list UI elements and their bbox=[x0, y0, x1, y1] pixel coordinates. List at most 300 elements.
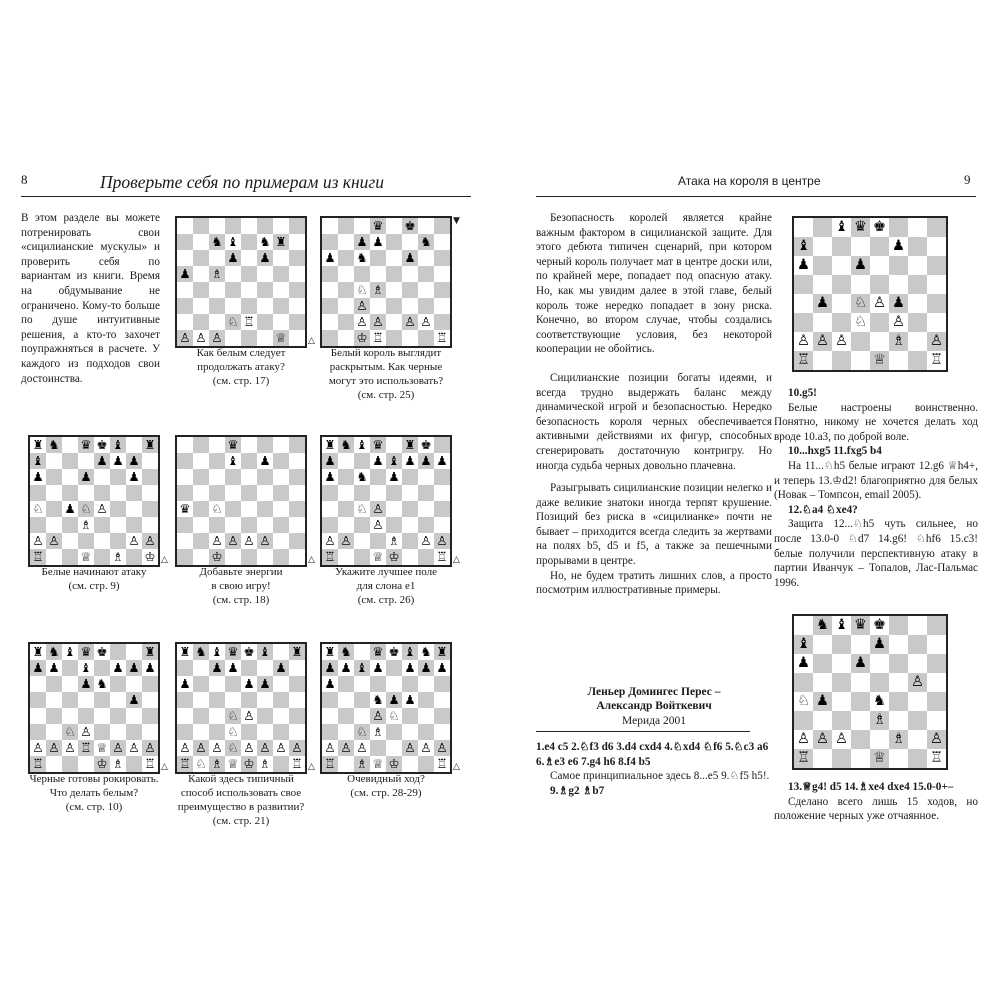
board-square bbox=[870, 237, 889, 256]
chess-piece: ♟ bbox=[418, 660, 434, 676]
chess-piece: ♙ bbox=[794, 730, 813, 749]
chess-piece: ♘ bbox=[225, 708, 241, 724]
chess-piece: ♙ bbox=[908, 673, 927, 692]
caption-line: преимущество в развитии? bbox=[177, 801, 305, 813]
board-square bbox=[78, 692, 94, 708]
chess-piece: ♞ bbox=[193, 644, 209, 660]
diagram-caption bbox=[316, 565, 456, 607]
board-square bbox=[177, 708, 193, 724]
board-square bbox=[177, 724, 193, 740]
board-square bbox=[908, 616, 927, 635]
chess-piece: ♙ bbox=[142, 740, 158, 756]
board-square bbox=[322, 282, 338, 298]
board-square bbox=[338, 676, 354, 692]
board-square bbox=[813, 256, 832, 275]
chess-piece: ♟ bbox=[62, 501, 78, 517]
board-square bbox=[62, 517, 78, 533]
board-square bbox=[322, 266, 338, 282]
board-square bbox=[889, 351, 908, 370]
chess-diagram bbox=[792, 216, 948, 372]
chess-piece: ♙ bbox=[370, 708, 386, 724]
board-square bbox=[257, 330, 273, 346]
board-square bbox=[241, 469, 257, 485]
board-square bbox=[225, 676, 241, 692]
chess-diagram bbox=[175, 216, 307, 348]
board-square bbox=[434, 282, 450, 298]
board-square bbox=[126, 517, 142, 533]
chess-piece: ♙ bbox=[94, 501, 110, 517]
board-square bbox=[434, 437, 450, 453]
board-square bbox=[241, 266, 257, 282]
board-square bbox=[870, 332, 889, 351]
chess-piece: ♟ bbox=[870, 635, 889, 654]
board-square bbox=[402, 501, 418, 517]
board-square bbox=[402, 708, 418, 724]
board-square bbox=[78, 756, 94, 772]
board-square bbox=[813, 673, 832, 692]
board-square bbox=[889, 654, 908, 673]
diagram-caption bbox=[316, 346, 456, 402]
chess-piece: ♙ bbox=[177, 330, 193, 346]
white-to-move-icon: △ bbox=[161, 762, 168, 772]
board-square bbox=[338, 708, 354, 724]
chess-piece: ♞ bbox=[46, 644, 62, 660]
chess-diagram bbox=[320, 642, 452, 774]
left-intro-text: В этом разделе вы можете потренировать свои «сицилианские мускулы» и проверить себя по вариантам из книги. Время на обдумывание не ограничено. Кому-то больше по душе интуитивные решения, а кто-то захочет поупражняться в расчете. У каждого из подходов свои достоинства. bbox=[21, 212, 160, 385]
caption-line: (см. стр. 21) bbox=[212, 815, 270, 827]
board-square bbox=[289, 485, 305, 501]
board-square bbox=[193, 708, 209, 724]
board-square bbox=[434, 266, 450, 282]
board-square bbox=[289, 533, 305, 549]
chess-piece: ♙ bbox=[370, 314, 386, 330]
board-square bbox=[870, 654, 889, 673]
board-square bbox=[813, 351, 832, 370]
board-square bbox=[354, 517, 370, 533]
diagram-caption bbox=[171, 772, 311, 828]
board-square bbox=[273, 756, 289, 772]
board-square bbox=[338, 453, 354, 469]
chess-piece: ♝ bbox=[30, 453, 46, 469]
chess-piece: ♖ bbox=[177, 756, 193, 772]
board-square bbox=[402, 533, 418, 549]
chess-piece: ♜ bbox=[30, 437, 46, 453]
board-square bbox=[177, 234, 193, 250]
chess-piece: ♟ bbox=[370, 234, 386, 250]
chess-piece: ♙ bbox=[30, 533, 46, 549]
board-square bbox=[177, 469, 193, 485]
chess-diagram bbox=[175, 435, 307, 567]
board-square bbox=[193, 692, 209, 708]
chess-piece: ♗ bbox=[78, 517, 94, 533]
chess-piece: ♜ bbox=[434, 644, 450, 660]
board-square bbox=[193, 533, 209, 549]
board-square bbox=[241, 549, 257, 565]
chess-piece: ♚ bbox=[94, 644, 110, 660]
board-square bbox=[322, 517, 338, 533]
board-square bbox=[193, 453, 209, 469]
board-square bbox=[62, 469, 78, 485]
chess-piece: ♕ bbox=[273, 330, 289, 346]
white-to-move-icon: △ bbox=[308, 555, 315, 565]
board-square bbox=[354, 533, 370, 549]
chess-piece: ♔ bbox=[142, 549, 158, 565]
board-square bbox=[193, 549, 209, 565]
board-square bbox=[46, 485, 62, 501]
board-square bbox=[832, 237, 851, 256]
chess-piece: ♟ bbox=[225, 250, 241, 266]
board-square bbox=[338, 250, 354, 266]
board-square bbox=[434, 708, 450, 724]
chess-piece: ♙ bbox=[209, 330, 225, 346]
board-square bbox=[386, 437, 402, 453]
board-square bbox=[289, 724, 305, 740]
caption-line: (см. стр. 25) bbox=[357, 389, 415, 401]
board-square bbox=[225, 692, 241, 708]
board-square bbox=[851, 275, 870, 294]
board-square bbox=[434, 469, 450, 485]
board-square bbox=[126, 437, 142, 453]
board-square bbox=[322, 314, 338, 330]
move-line: 13.♕g4! d5 14.♗xe4 dxe4 15.0-0+– bbox=[788, 781, 954, 793]
board-square bbox=[434, 250, 450, 266]
chess-piece: ♙ bbox=[209, 533, 225, 549]
board-square bbox=[289, 314, 305, 330]
chess-piece: ♖ bbox=[434, 756, 450, 772]
chess-piece: ♙ bbox=[225, 533, 241, 549]
chess-piece: ♟ bbox=[418, 453, 434, 469]
chess-piece: ♚ bbox=[94, 437, 110, 453]
board-square bbox=[30, 676, 46, 692]
board-square bbox=[94, 660, 110, 676]
chess-piece: ♔ bbox=[386, 756, 402, 772]
board-square bbox=[257, 485, 273, 501]
chess-piece: ♟ bbox=[241, 676, 257, 692]
board-square bbox=[177, 282, 193, 298]
board-square bbox=[386, 218, 402, 234]
chess-piece: ♗ bbox=[209, 266, 225, 282]
board-square bbox=[289, 676, 305, 692]
board-square bbox=[354, 708, 370, 724]
chess-piece: ♘ bbox=[851, 294, 870, 313]
board-square bbox=[110, 676, 126, 692]
board-square bbox=[46, 517, 62, 533]
board-square bbox=[78, 485, 94, 501]
chess-piece: ♞ bbox=[354, 250, 370, 266]
board-square bbox=[851, 673, 870, 692]
chess-piece: ♘ bbox=[225, 740, 241, 756]
board-square bbox=[908, 749, 927, 768]
chess-diagram bbox=[320, 216, 452, 348]
chess-piece: ♛ bbox=[851, 218, 870, 237]
chess-piece: ♙ bbox=[257, 740, 273, 756]
chess-piece: ♗ bbox=[386, 533, 402, 549]
board-square bbox=[257, 660, 273, 676]
chess-piece: ♙ bbox=[338, 740, 354, 756]
board-square bbox=[62, 676, 78, 692]
board-square bbox=[241, 485, 257, 501]
chess-piece: ♟ bbox=[126, 453, 142, 469]
chess-piece: ♕ bbox=[78, 549, 94, 565]
board-square bbox=[273, 266, 289, 282]
chess-piece: ♚ bbox=[870, 616, 889, 635]
board-square bbox=[257, 708, 273, 724]
board-square bbox=[338, 282, 354, 298]
board-square bbox=[338, 517, 354, 533]
board-square bbox=[257, 549, 273, 565]
white-to-move-icon: △ bbox=[161, 555, 168, 565]
board-square bbox=[193, 724, 209, 740]
chess-piece: ♟ bbox=[46, 660, 62, 676]
chess-piece: ♘ bbox=[354, 724, 370, 740]
chess-piece: ♛ bbox=[225, 644, 241, 660]
board-square bbox=[927, 275, 946, 294]
chess-diagram bbox=[792, 614, 948, 770]
board-square bbox=[273, 437, 289, 453]
chess-piece: ♟ bbox=[126, 660, 142, 676]
board-square bbox=[62, 437, 78, 453]
board-square bbox=[289, 218, 305, 234]
caption-line: в свою игру! bbox=[211, 580, 271, 592]
chess-piece: ♟ bbox=[110, 453, 126, 469]
board-square bbox=[193, 437, 209, 453]
game-separator bbox=[536, 731, 750, 732]
board-square bbox=[94, 692, 110, 708]
board-square bbox=[908, 218, 927, 237]
board-square bbox=[110, 708, 126, 724]
board-square bbox=[927, 635, 946, 654]
board-square bbox=[354, 266, 370, 282]
chess-piece: ♟ bbox=[126, 692, 142, 708]
chess-piece: ♘ bbox=[193, 756, 209, 772]
board-square bbox=[94, 724, 110, 740]
chess-piece: ♘ bbox=[225, 314, 241, 330]
board-square bbox=[46, 724, 62, 740]
chess-piece: ♝ bbox=[257, 644, 273, 660]
chess-piece: ♟ bbox=[257, 250, 273, 266]
chess-piece: ♙ bbox=[142, 533, 158, 549]
chess-piece: ♖ bbox=[241, 314, 257, 330]
chess-piece: ♟ bbox=[30, 660, 46, 676]
board-square bbox=[241, 724, 257, 740]
chess-piece: ♙ bbox=[418, 740, 434, 756]
board-square bbox=[386, 676, 402, 692]
paragraph: Сицилианские позиции богаты идеями, и всегда трудно выдержать баланс между динамической игрой и безопасностью. Нередко безопасность короля черных обеспечивается активными действиями их фигур, способных сгенерировать достаточную контригру. Но иногда судьба черных довольно плачевна. bbox=[536, 371, 772, 472]
board-square bbox=[273, 298, 289, 314]
chess-diagram bbox=[28, 642, 160, 774]
board-square bbox=[110, 724, 126, 740]
board-square bbox=[322, 234, 338, 250]
board-square bbox=[338, 501, 354, 517]
board-square bbox=[402, 756, 418, 772]
chess-piece: ♛ bbox=[370, 437, 386, 453]
board-square bbox=[386, 330, 402, 346]
board-square bbox=[209, 298, 225, 314]
board-square bbox=[94, 708, 110, 724]
board-square bbox=[402, 330, 418, 346]
board-square bbox=[225, 266, 241, 282]
board-square bbox=[241, 517, 257, 533]
board-square bbox=[46, 708, 62, 724]
board-square bbox=[386, 724, 402, 740]
chess-piece: ♝ bbox=[794, 237, 813, 256]
chess-piece: ♝ bbox=[78, 660, 94, 676]
move-line: 12.♘a4 ♘xe4? bbox=[788, 503, 858, 516]
chess-piece: ♔ bbox=[354, 330, 370, 346]
chess-piece: ♘ bbox=[354, 282, 370, 298]
chess-piece: ♙ bbox=[794, 332, 813, 351]
chess-diagram bbox=[28, 435, 160, 567]
board-square bbox=[354, 676, 370, 692]
chess-piece: ♕ bbox=[870, 351, 889, 370]
chess-piece: ♟ bbox=[851, 654, 870, 673]
chess-piece: ♗ bbox=[370, 724, 386, 740]
board-square bbox=[794, 673, 813, 692]
board-square bbox=[832, 692, 851, 711]
board-square bbox=[241, 218, 257, 234]
chess-piece: ♞ bbox=[418, 234, 434, 250]
board-square bbox=[142, 453, 158, 469]
board-square bbox=[257, 266, 273, 282]
board-square bbox=[370, 740, 386, 756]
chess-piece: ♛ bbox=[370, 218, 386, 234]
board-square bbox=[370, 266, 386, 282]
board-square bbox=[273, 469, 289, 485]
board-square bbox=[322, 330, 338, 346]
chess-piece: ♔ bbox=[209, 549, 225, 565]
chess-piece: ♗ bbox=[870, 711, 889, 730]
board-square bbox=[418, 676, 434, 692]
board-square bbox=[870, 673, 889, 692]
chess-piece: ♟ bbox=[386, 692, 402, 708]
chess-piece: ♟ bbox=[434, 660, 450, 676]
board-square bbox=[402, 266, 418, 282]
chess-piece: ♜ bbox=[289, 644, 305, 660]
chess-piece: ♙ bbox=[354, 298, 370, 314]
board-square bbox=[177, 437, 193, 453]
game-players-line2: Александр Войткевич bbox=[596, 700, 712, 712]
board-square bbox=[434, 676, 450, 692]
board-square bbox=[241, 330, 257, 346]
board-square bbox=[870, 313, 889, 332]
chess-piece: ♟ bbox=[851, 256, 870, 275]
chess-piece: ♕ bbox=[870, 749, 889, 768]
board-square bbox=[177, 218, 193, 234]
chess-piece: ♘ bbox=[386, 708, 402, 724]
board-square bbox=[209, 250, 225, 266]
board-square bbox=[370, 485, 386, 501]
board-square bbox=[851, 711, 870, 730]
chess-piece: ♟ bbox=[813, 692, 832, 711]
chess-piece: ♟ bbox=[370, 660, 386, 676]
white-to-move-icon: △ bbox=[308, 762, 315, 772]
board-square bbox=[209, 724, 225, 740]
chess-piece: ♜ bbox=[273, 234, 289, 250]
board-square bbox=[273, 250, 289, 266]
chess-piece: ♖ bbox=[434, 330, 450, 346]
board-square bbox=[46, 453, 62, 469]
board-square bbox=[418, 485, 434, 501]
chess-piece: ♟ bbox=[30, 469, 46, 485]
chess-piece: ♙ bbox=[402, 314, 418, 330]
board-square bbox=[273, 533, 289, 549]
chess-piece: ♙ bbox=[241, 740, 257, 756]
white-to-move-icon: △ bbox=[453, 555, 460, 565]
chess-piece: ♟ bbox=[209, 660, 225, 676]
board-square bbox=[289, 437, 305, 453]
board-square bbox=[851, 749, 870, 768]
chess-piece: ♘ bbox=[794, 692, 813, 711]
board-square bbox=[94, 533, 110, 549]
chess-piece: ♘ bbox=[30, 501, 46, 517]
board-square bbox=[434, 485, 450, 501]
board-square bbox=[193, 282, 209, 298]
board-square bbox=[870, 256, 889, 275]
board-square bbox=[851, 332, 870, 351]
board-square bbox=[62, 533, 78, 549]
board-square bbox=[322, 501, 338, 517]
chess-piece: ♔ bbox=[386, 549, 402, 565]
chess-piece: ♟ bbox=[402, 692, 418, 708]
board-square bbox=[78, 533, 94, 549]
board-square bbox=[851, 237, 870, 256]
chess-piece: ♙ bbox=[110, 740, 126, 756]
board-square bbox=[225, 282, 241, 298]
chess-piece: ♘ bbox=[62, 724, 78, 740]
board-square bbox=[62, 660, 78, 676]
chess-piece: ♞ bbox=[338, 437, 354, 453]
chess-piece: ♘ bbox=[209, 501, 225, 517]
board-square bbox=[386, 740, 402, 756]
board-square bbox=[177, 485, 193, 501]
chess-piece: ♞ bbox=[257, 234, 273, 250]
chess-piece: ♜ bbox=[142, 644, 158, 660]
board-square bbox=[142, 676, 158, 692]
board-square bbox=[434, 724, 450, 740]
board-square bbox=[832, 351, 851, 370]
board-square bbox=[832, 711, 851, 730]
board-square bbox=[794, 711, 813, 730]
chess-piece: ♙ bbox=[30, 740, 46, 756]
board-square bbox=[257, 501, 273, 517]
chess-piece: ♟ bbox=[322, 453, 338, 469]
board-square bbox=[110, 501, 126, 517]
board-square bbox=[142, 501, 158, 517]
board-square bbox=[241, 437, 257, 453]
chess-piece: ♝ bbox=[62, 644, 78, 660]
chess-piece: ♟ bbox=[813, 294, 832, 313]
chess-piece: ♚ bbox=[870, 218, 889, 237]
comment-line: Самое принципиальное здесь 8...e5 9.♘f5 h5!. bbox=[550, 770, 770, 783]
annotations-block-1 bbox=[774, 386, 978, 590]
board-square bbox=[354, 485, 370, 501]
chess-piece: ♖ bbox=[794, 749, 813, 768]
chess-piece: ♙ bbox=[338, 533, 354, 549]
caption-line: Укажите лучшее поле bbox=[335, 566, 437, 578]
chess-piece: ♟ bbox=[354, 234, 370, 250]
chess-piece: ♗ bbox=[110, 756, 126, 772]
board-square bbox=[338, 330, 354, 346]
board-square bbox=[193, 469, 209, 485]
chess-diagram bbox=[320, 435, 452, 567]
board-square bbox=[434, 501, 450, 517]
board-square bbox=[370, 469, 386, 485]
board-square bbox=[402, 676, 418, 692]
board-square bbox=[832, 256, 851, 275]
chess-piece: ♕ bbox=[225, 756, 241, 772]
board-square bbox=[338, 298, 354, 314]
board-square bbox=[370, 250, 386, 266]
